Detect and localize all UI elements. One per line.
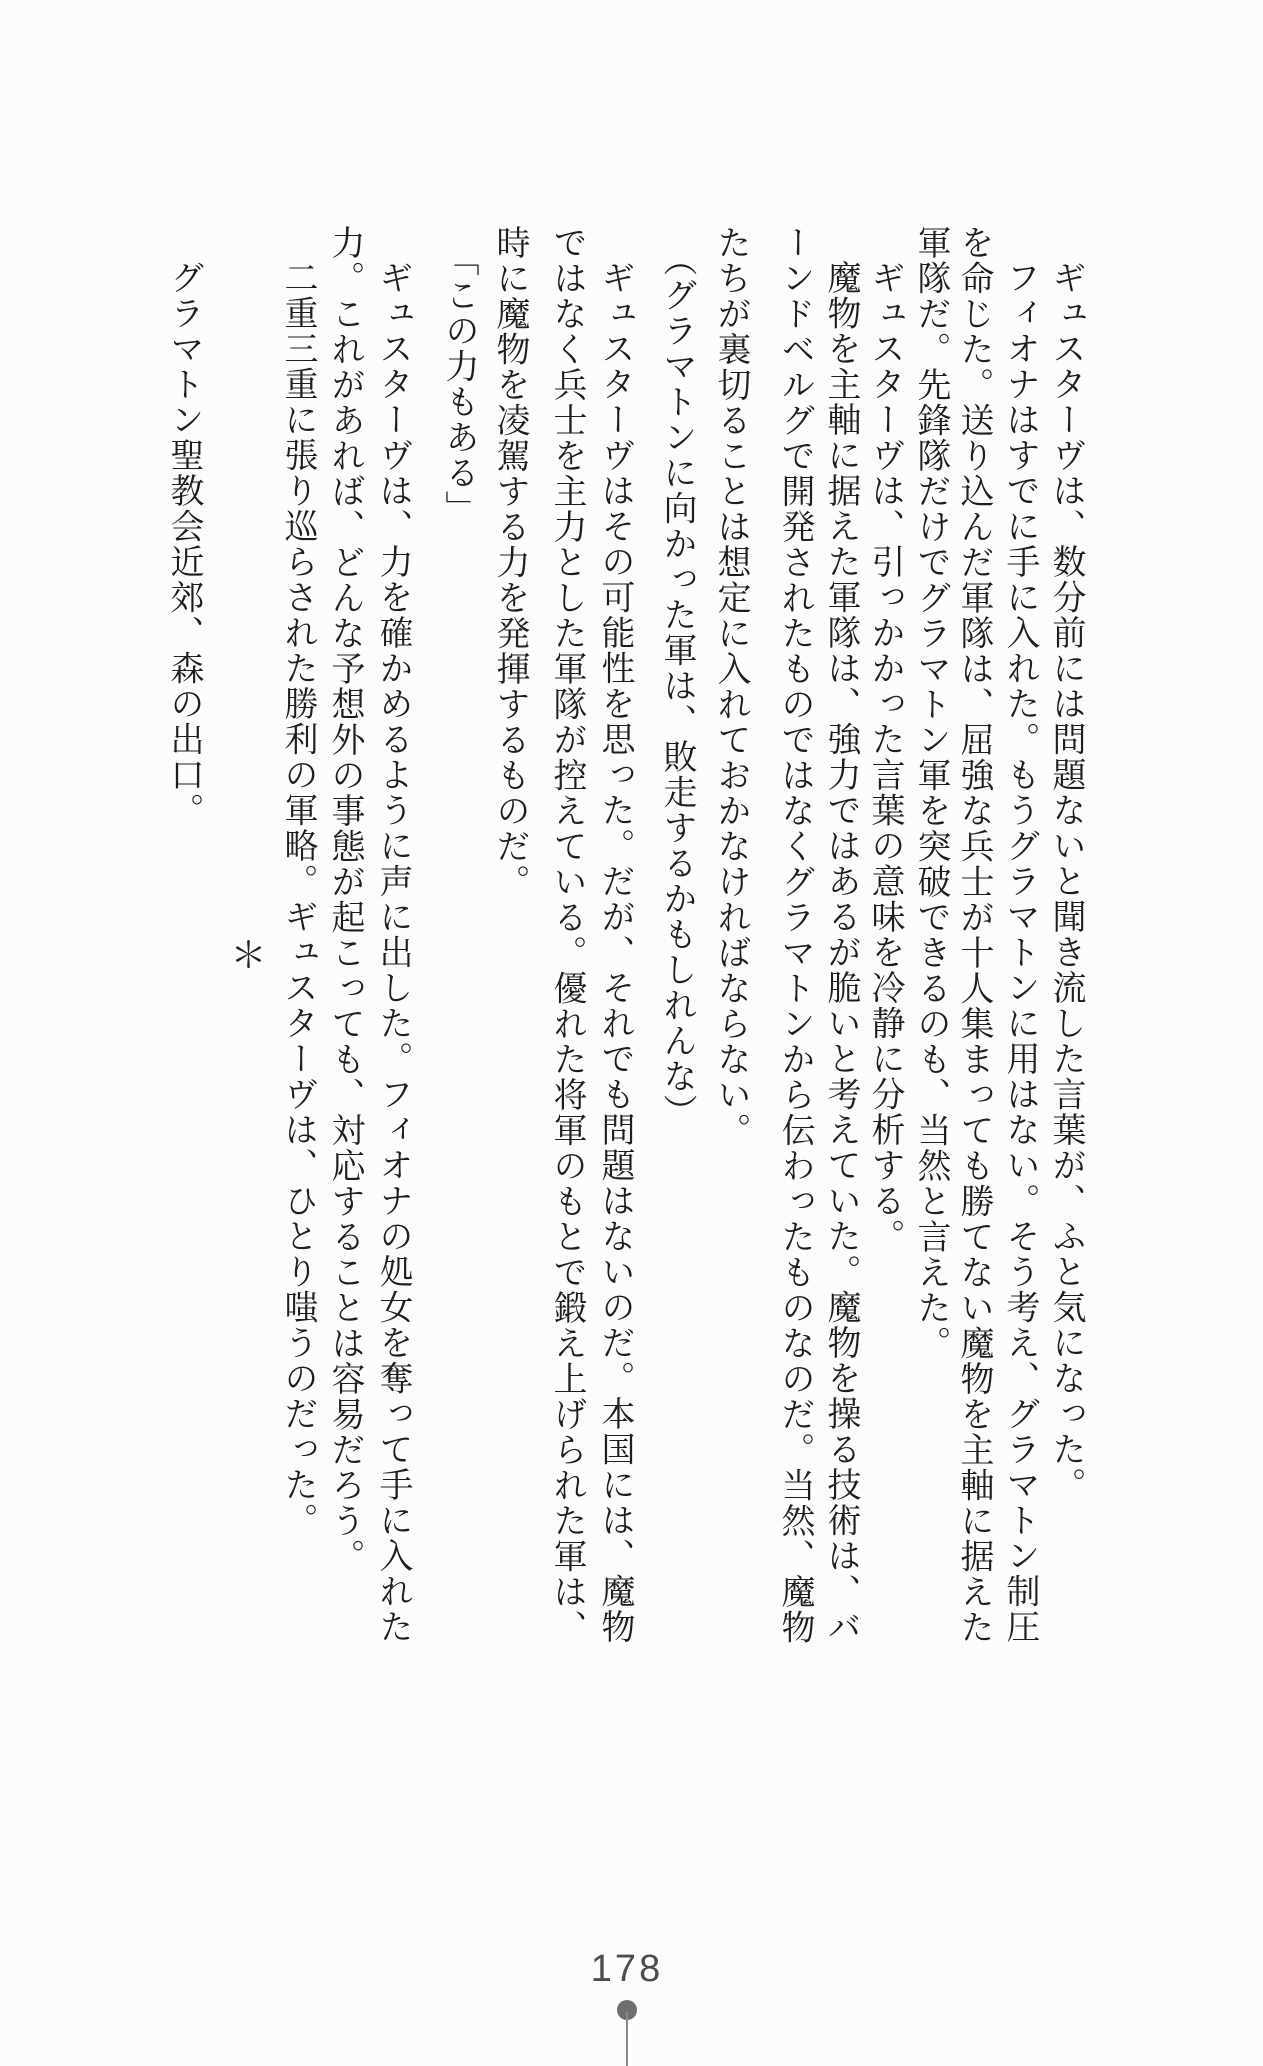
text-column-12: 時に魔物を凌駕する力を発揮するものだ。 <box>491 225 528 900</box>
section-separator: ＊ <box>226 936 266 972</box>
text-column-05: ギュスターヴは、引っかかった言葉の意味を冷静に分析する。 <box>866 260 903 1254</box>
text-column-04: 軍隊だ。先鋒隊だけでグラマトン軍を突破できるのも、当然と言えた。 <box>912 225 949 1361</box>
text-column-11: ではなく兵士を主力とした軍隊が控えている。優れた将軍のもとで鍛え上げられた軍は、 <box>548 225 585 1645</box>
text-column-08: たちが裏切ることは想定に入れておかなければならない。 <box>712 225 749 1148</box>
text-column-09: （グラマトンに向かった軍は、敗走するかもしれんな） <box>658 242 695 1130</box>
text-column-03: を命じた。送り込んだ軍隊は、屈強な兵士が十人集まっても勝てない魔物を主軸に据えた <box>955 225 992 1645</box>
text-column-14: ギュスターヴは、力を確かめるように声に出した。フィオナの処女を奪って手に入れた <box>374 260 411 1645</box>
bookmark-line <box>626 2012 628 2066</box>
page-number: 178 <box>590 1948 664 1990</box>
text-column-01: ギュスターヴは、数分前には問題ないと聞き流した言葉が、ふと気になった。 <box>1047 260 1084 1503</box>
text-column-17: グラマトン聖教会近郊、森の出口。 <box>165 260 202 828</box>
text-column-15: 力。これがあれば、どんな予想外の事態が起こっても、対応することは容易だろう。 <box>326 225 363 1574</box>
text-column-16: 二重三重に張り巡らされた勝利の軍略。ギュスターヴは、ひとり嗤うのだった。 <box>279 260 316 1538</box>
text-column-07: ーンドベルグで開発されたものではなくグラマトンから伝わったものなのだ。当然、魔物 <box>776 225 813 1645</box>
text-column-02: フィオナはすでに手に入れた。もうグラマトンに用はない。そう考え、グラマトン制圧 <box>1001 260 1038 1645</box>
text-column-10: ギュスターヴはその可能性を思った。だが、それでも問題はないのだ。本国には、魔物 <box>596 260 633 1645</box>
text-column-06: 魔物を主軸に据えた軍隊は、強力ではあるが脆いと考えていた。魔物を操る技術は、バ <box>822 260 859 1645</box>
text-column-13: 「この力もある」 <box>440 242 477 526</box>
